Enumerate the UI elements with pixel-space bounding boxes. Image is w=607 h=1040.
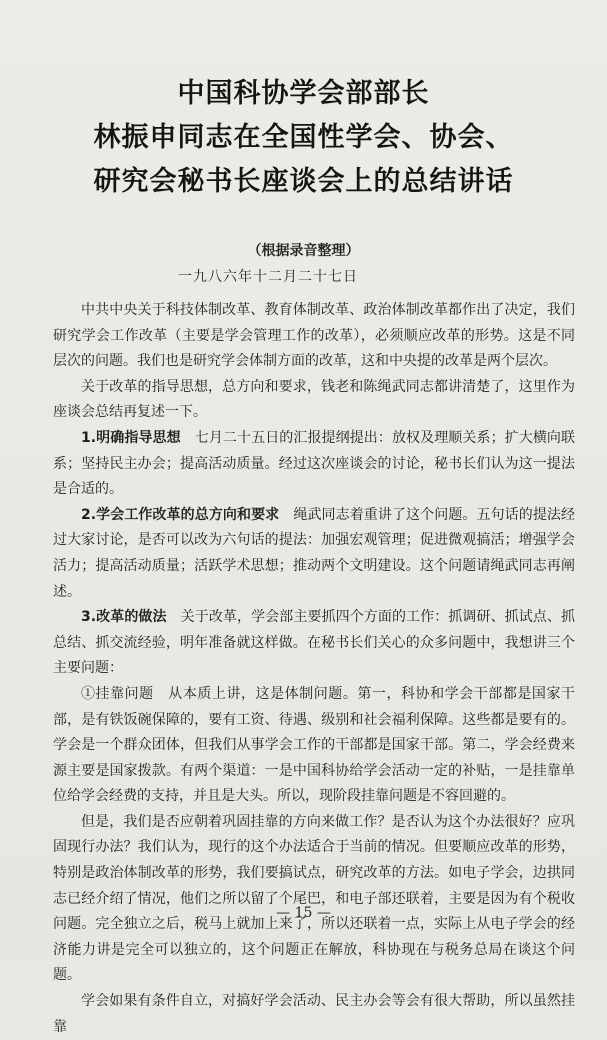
title-line-1: 中国科协学会部部长 [177,78,430,109]
paragraph-7: 但是，我们是否应朝着巩固挂靠的方向来做工作？是否认为这个办法很好？应巩固现行办法？我们认为，现行的这个办法适合于当前的情况。但要顺应改革的形势，特别是政治体制改革的形势，我们要搞试点，研究改革的方法。如电子学会，边拱同志已经介绍了情况，他们之所以留了个尾巴，和电子部还联着，主要是因为有个税收问题。完全独立之后，税马上就加上来了，所以还联着一点，实际上从电子学会的经济能力讲是完全可以独立的，这个问题正在解放，科协现在与税务总局在谈这个问题。 [53,813,575,984]
section-text-3: 关于改革，学会部主要抓四个方面的工作：抓调研、抓试点、抓总结、抓交流经验，明年准备就这样做。在秘书长们关心的众多问题中，我想讲三个主要问题： [53,609,575,677]
paragraph-5 [53,605,575,682]
paragraph-6: ①挂靠问题 从本质上讲，这是体制问题。第一，科协和学会干部都是国家干部，是有铁饭碗保障的，要有工资、待遇、级别和社会福利保障。这些都是要有的。学会是一个群众团体，但我们从事学会工作的干部都是国家干部。第二，学会经费来源主要是国家拨款。有两个渠道：一是中国科协给学会活动一定的补贴，一是挂靠单位给学会经费的支持，并且是大头。所以，现阶段挂靠问题是不容回避的。 [53,685,575,805]
paragraph-3 [53,426,575,503]
section-heading-2: 2.学会工作改革的总方向和要求 [81,506,280,523]
title-line-2: 林振申同志在全国性学会、协会、 [93,122,514,153]
document-title [0,72,607,204]
section-heading-3: 3.改革的做法 [81,609,167,626]
paragraph-4 [53,503,575,605]
section-text-2: 绳武同志着重讲了这个问题。五句话的提法经过大家讨论，是否可以改为六句话的提法：加强宏观管理；促进微观搞活；增强学会活力；提高活动质量；活跃学术思想；推动两个文明建设。这个问题请绳武同志再阐述。 [53,506,576,600]
body-text [53,298,575,1040]
paragraph-8: 学会如果有条件自立，对搞好学会活动、民主办会等会有很大帮助，所以虽然挂靠 [53,993,575,1035]
transcription-note: （根据录音整理） [247,243,360,259]
speech-date: 一九八六年十二月二十七日 [178,269,358,285]
section-text-1: 七月二十五日的汇报提纲提出：放权及理顺关系；扩大横向联系；坚持民主办会；提高活动质量。经过这次座谈会的讨论，秘书长们认为这一提法是合适的。 [53,429,576,498]
paragraph-1: 中共中央关于科技体制改革、教育体制改革、政治体制改革都作出了决定，我们研究学会工作改革（主要是学会管理工作的改革），必须顺应改革的形势。这是不同层次的问题。我们也是研究学会体制方面的改革，这和中央提的改革是两个层次。 [53,302,575,370]
paragraph-2: 关于改革的指导思想，总方向和要求，钱老和陈绳武同志都讲清楚了，这里作为座谈会总结再复述一下。 [53,378,575,421]
title-line-3: 研究会秘书长座谈会上的总结讲话 [93,166,514,197]
section-heading-1: 1.明确指导思想 [81,429,181,446]
page-number: — 15 — [276,905,331,921]
